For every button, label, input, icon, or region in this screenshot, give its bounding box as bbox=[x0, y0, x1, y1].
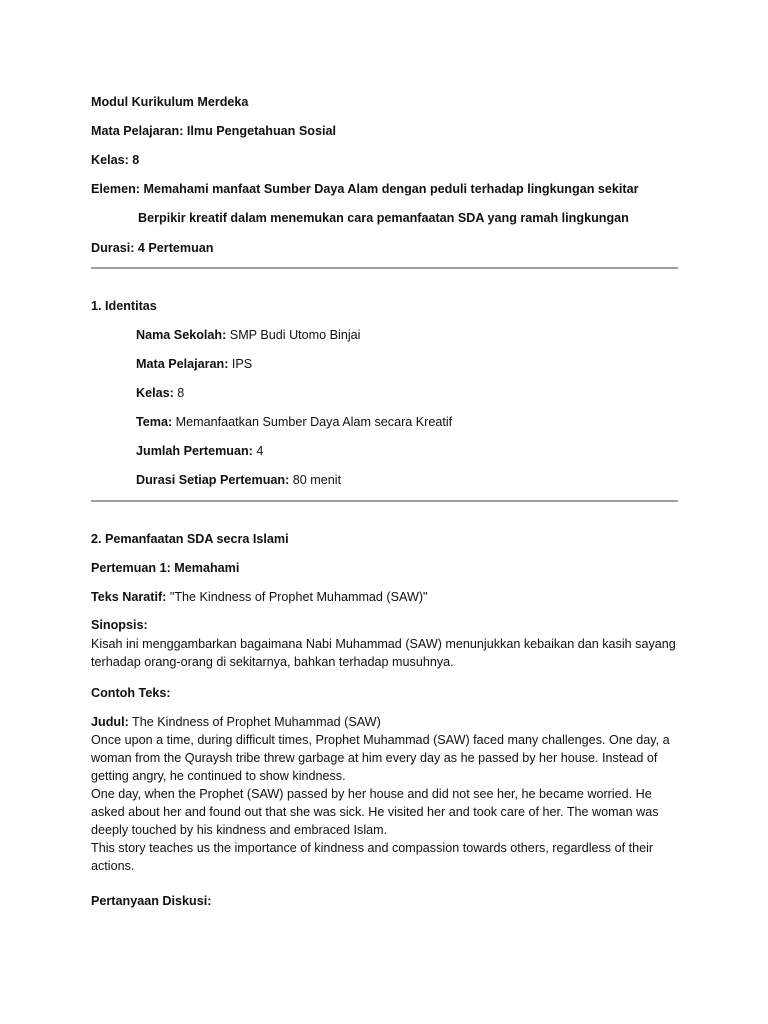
synopsis-label: Sinopsis: bbox=[91, 618, 148, 632]
identity-label: Jumlah Pertemuan: bbox=[136, 444, 253, 458]
story-paragraph: One day, when the Prophet (SAW) passed by her house and did not see her, he became worried. He asked about her and found out that she was sick. He visited her and took care of her. The woman was deeply touched by his kindness and embraced Islam. bbox=[91, 787, 659, 837]
duration-line: Durasi: 4 Pertemuan bbox=[91, 241, 214, 255]
subject-line: Mata Pelajaran: Ilmu Pengetahuan Sosial bbox=[91, 124, 336, 138]
identity-label: Kelas: bbox=[136, 386, 174, 400]
identity-value: Memanfaatkan Sumber Daya Alam secara Kreatif bbox=[172, 415, 453, 429]
identity-subject bbox=[136, 356, 252, 372]
example-label: Contoh Teks: bbox=[91, 686, 171, 700]
identity-label: Durasi Setiap Pertemuan: bbox=[136, 473, 290, 487]
divider bbox=[91, 267, 678, 269]
element-line-2: Berpikir kreatif dalam menemukan cara pemanfaatan SDA yang ramah lingkungan bbox=[138, 211, 629, 225]
identity-label: Tema: bbox=[136, 415, 173, 429]
identity-value: SMP Budi Utomo Binjai bbox=[226, 328, 361, 342]
narrative-line bbox=[91, 589, 428, 605]
identity-value: 80 menit bbox=[289, 473, 342, 487]
discussion-label: Pertanyaan Diskusi: bbox=[91, 894, 212, 908]
story-title-label: Judul: bbox=[91, 715, 129, 729]
grade-line: Kelas: 8 bbox=[91, 153, 140, 167]
identity-grade bbox=[136, 385, 184, 401]
identity-meetings bbox=[136, 443, 263, 459]
section-identity-heading: 1. Identitas bbox=[91, 299, 157, 313]
section-sda-heading: 2. Pemanfaatan SDA secra Islami bbox=[91, 532, 289, 546]
story-paragraph: Once upon a time, during difficult times, Prophet Muhammad (SAW) faced many challenges. One day, a woman from the Quraysh tribe threw garbage at him every day as he passed by her house. Instead of getting angry, he continued to show kindness. bbox=[91, 733, 670, 783]
story-title-value: The Kindness of Prophet Muhammad (SAW) bbox=[128, 715, 381, 729]
meeting-title: Pertemuan 1: Memahami bbox=[91, 561, 240, 575]
identity-label: Mata Pelajaran: bbox=[136, 357, 229, 371]
identity-value: 4 bbox=[252, 444, 264, 458]
identity-school bbox=[136, 327, 360, 343]
module-title: Modul Kurikulum Merdeka bbox=[91, 95, 249, 109]
identity-theme bbox=[136, 414, 452, 430]
identity-label: Nama Sekolah: bbox=[136, 328, 227, 342]
story-paragraph: This story teaches us the importance of kindness and compassion towards others, regardless of their actions. bbox=[91, 841, 654, 873]
story-text bbox=[91, 713, 686, 875]
identity-value: IPS bbox=[228, 357, 253, 371]
divider bbox=[91, 500, 678, 502]
identity-value: 8 bbox=[173, 386, 185, 400]
element-line-1: Elemen: Memahami manfaat Sumber Daya Alam dengan peduli terhadap lingkungan sekitar bbox=[91, 182, 639, 196]
synopsis-text: Kisah ini menggambarkan bagaimana Nabi Muhammad (SAW) menunjukkan kebaikan dan kasih sayang terhadap orang-orang di sekitarnya, bahkan terhadap musuhnya. bbox=[91, 637, 676, 669]
narrative-label: Teks Naratif: bbox=[91, 590, 167, 604]
story-title bbox=[91, 713, 686, 731]
identity-meeting-duration bbox=[136, 472, 341, 488]
narrative-value: "The Kindness of Prophet Muhammad (SAW)" bbox=[166, 590, 428, 604]
